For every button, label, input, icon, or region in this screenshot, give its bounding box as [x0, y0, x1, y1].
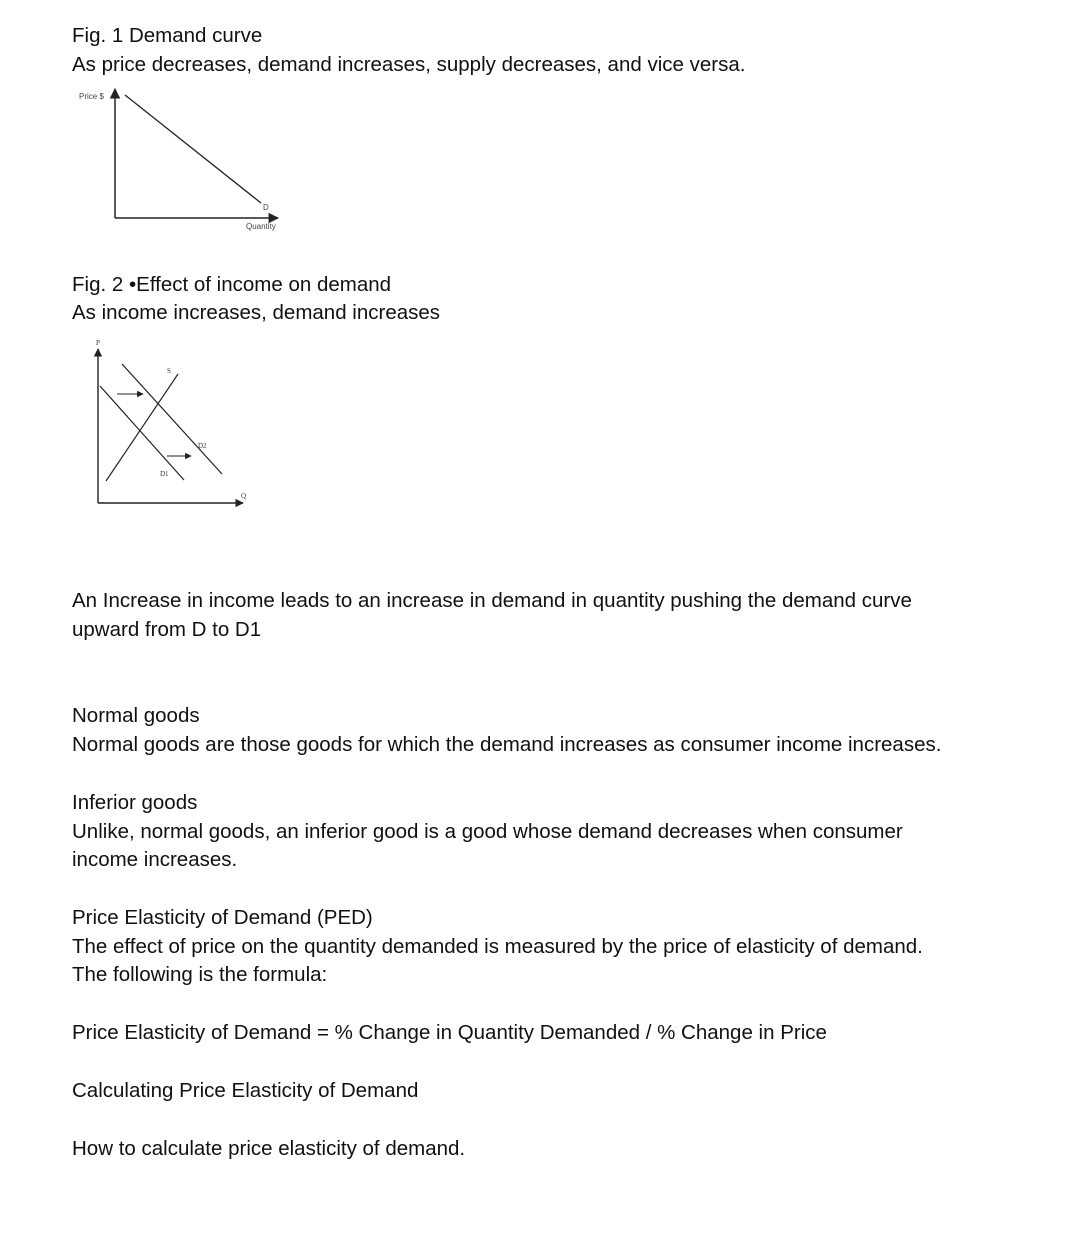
fig2-d2-curve: [122, 364, 222, 474]
normal-goods-heading: Normal goods: [72, 704, 200, 727]
fig2-caption: As income increases, demand increases: [72, 301, 441, 324]
fig2-d1-curve: [100, 386, 184, 480]
fig1-demand-chart: [70, 84, 310, 236]
ped-body-line1: The effect of price on the quantity demanded is measured by the price of elasticity of demand.: [72, 935, 923, 958]
ped-how-to: How to calculate price elasticity of demand.: [72, 1137, 466, 1160]
inferior-goods-heading: Inferior goods: [72, 791, 198, 814]
ped-formula: Price Elasticity of Demand = % Change in Quantity Demanded / % Change in Price: [72, 1021, 827, 1044]
fig1-curve-label: D: [263, 203, 269, 212]
inferior-goods-body-line2: income increases.: [72, 848, 238, 871]
fig2-supply-label: S: [167, 367, 171, 375]
fig2-d2-label: D2: [198, 442, 207, 450]
fig2-supply-curve: [106, 374, 178, 481]
fig2-y-axis-label: P: [96, 339, 100, 347]
ped-heading: Price Elasticity of Demand (PED): [72, 906, 373, 929]
fig1-title: Fig. 1 Demand curve: [72, 24, 263, 47]
income-note-line2: upward from D to D1: [72, 618, 262, 641]
fig2-d1-label: D1: [160, 470, 169, 478]
fig1-caption: As price decreases, demand increases, supply decreases, and vice versa.: [72, 53, 746, 76]
fig2-income-chart: [88, 336, 258, 516]
normal-goods-body: Normal goods are those goods for which the demand increases as consumer income increases.: [72, 733, 942, 756]
fig1-demand-curve: [125, 95, 261, 203]
fig2-title: Fig. 2 •Effect of income on demand: [72, 273, 392, 296]
income-note-line1: An Increase in income leads to an increase in demand in quantity pushing the demand curve: [72, 589, 912, 612]
fig1-x-axis-label: Quantity: [246, 222, 276, 231]
fig2-x-axis-label: Q: [241, 492, 247, 500]
ped-body-line2: The following is the formula:: [72, 963, 328, 986]
inferior-goods-body-line1: Unlike, normal goods, an inferior good is a good whose demand decreases when consumer: [72, 820, 903, 843]
fig1-y-axis-label: Price $: [79, 92, 104, 101]
ped-calc-heading: Calculating Price Elasticity of Demand: [72, 1079, 419, 1102]
